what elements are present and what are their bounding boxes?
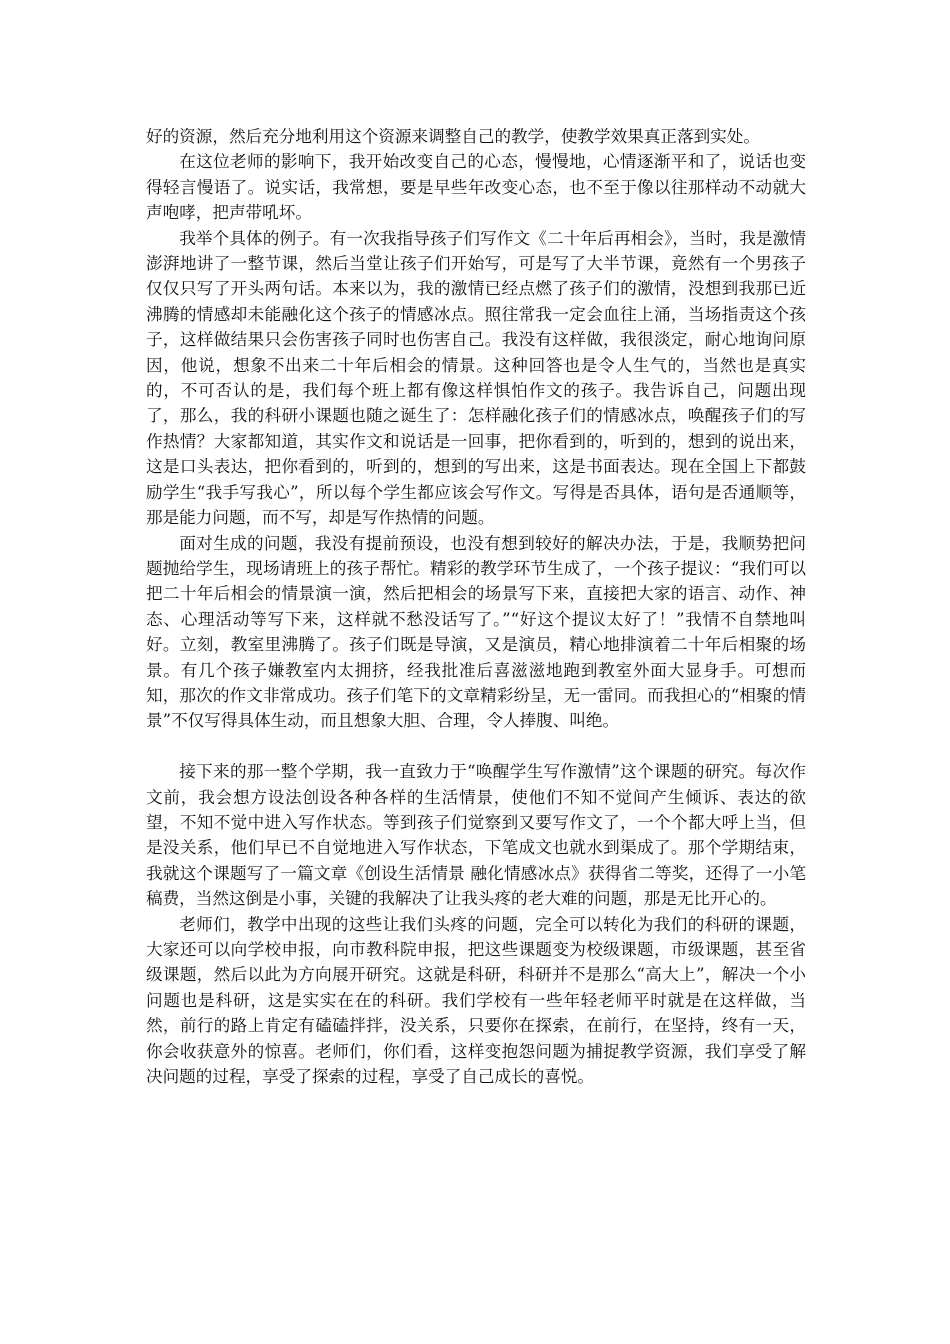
paragraph-2: 在这位老师的影响下，我开始改变自己的心态，慢慢地，心情逐渐平和了，说话也变得轻言慢语了。说实话，我常想，要是早些年改变心态，也不至于像以往那样动不动就大声咆哮，把声带吼坏。 (146, 152, 806, 223)
paragraph-3: 我举个具体的例子。有一次我指导孩子们写作文《二十年后再相会》，当时，我是激情澎湃地讲了一整节课，然后当堂让孩子们开始写，可是写了大半节课，竟然有一个男孩子仅仅只写了开头两句话。本来以为，我的激情已经点燃了孩子们的激情，没想到我那已近沸腾的情感却未能融化这个孩子的情感冰点。照往常我一定会血往上涌，当场指责这个孩子，这样做结果只会伤害孩子同时也伤害自己。我没有这样做，我很淡定，耐心地询问原因，他说，想象不出来二十年后相会的情景。这种回答也是令人生气的，当然也是真实的，不可否认的是，我们每个班上都有像这样惧怕作文的孩子。我告诉自己，问题出现了，那么，我的科研小课题也随之诞生了：怎样融化孩子们的情感冰点，唤醒孩子们的写作热情？大家都知道，其实作文和说话是一回事，把你看到的，听到的，想到的说出来，这是口头表达，把你看到的，听到的，想到的写出来，这是书面表达。现在全国上下都鼓励学生“我手写我心”，所以每个学生都应该会写作文。写得是否具体，语句是否通顺等，那是能力问题，而不写，却是写作热情的问题。 (146, 228, 806, 528)
paragraph-4: 面对生成的问题，我没有提前预设，也没有想到较好的解决办法，于是，我顺势把问题抛给学生，现场请班上的孩子帮忙。精彩的教学环节生成了，一个孩子提议：“我们可以把二十年后相会的情景演一演，然后把相会的场景写下来，直接把大家的语言、动作、神态、心理活动等写下来，这样就不愁没话写了。”“好这个提议太好了！”我情不自禁地叫好。立刻，教室里沸腾了。孩子们既是导演，又是演员，精心地排演着二十年后相聚的场景。有几个孩子嫌教室内太拥挤，经我批准后喜滋滋地跑到教室外面大显身手。可想而知，那次的作文非常成功。孩子们笔下的文章精彩纷呈，无一雷同。而我担心的“相聚的情景”不仅写得具体生动，而且想象大胆、合理，令人捧腹、叫绝。 (146, 533, 806, 731)
paragraph-5: 接下来的那一整个学期，我一直致力于“唤醒学生写作激情”这个课题的研究。每次作文前，我会想方设法创设各种各样的生活情景，使他们不知不觉间产生倾诉、表达的欲望，不知不觉中进入写作状态。等到孩子们觉察到又要写作文了，一个个都大呼上当，但是没关系，他们早已不自觉地进入写作状态，下笔成文也就水到渠成了。那个学期结束，我就这个课题写了一篇文章《创设生活情景 融化情感冰点》获得省二等奖，还得了一小笔稿费，当然这倒是小事，关键的我解决了让我头疼的老大难的问题，那是无比开心的。 (146, 762, 806, 909)
document-body (146, 124, 806, 1089)
paragraph-6: 老师们，教学中出现的这些让我们头疼的问题，完全可以转化为我们的科研的课题，大家还可以向学校申报，向市教科院申报，把这些课题变为校级课题，市级课题，甚至省级课题，然后以此为方向展开研究。这就是科研，科研并不是那么“高大上”，解决一个小问题也是科研，这是实实在在的科研。我们学校有一些年轻老师平时就是在这样做，当然，前行的路上肯定有磕磕拌拌，没关系，只要你在探索，在前行，在坚持，终有一天，你会收获意外的惊喜。老师们，你们看，这样变抱怨问题为捕捉教学资源，我们享受了解决问题的过程，享受了探索的过程，享受了自己成长的喜悦。 (146, 914, 806, 1087)
paragraph-1: 好的资源，然后充分地利用这个资源来调整自己的教学，使教学效果真正落到实处。 (146, 127, 760, 146)
